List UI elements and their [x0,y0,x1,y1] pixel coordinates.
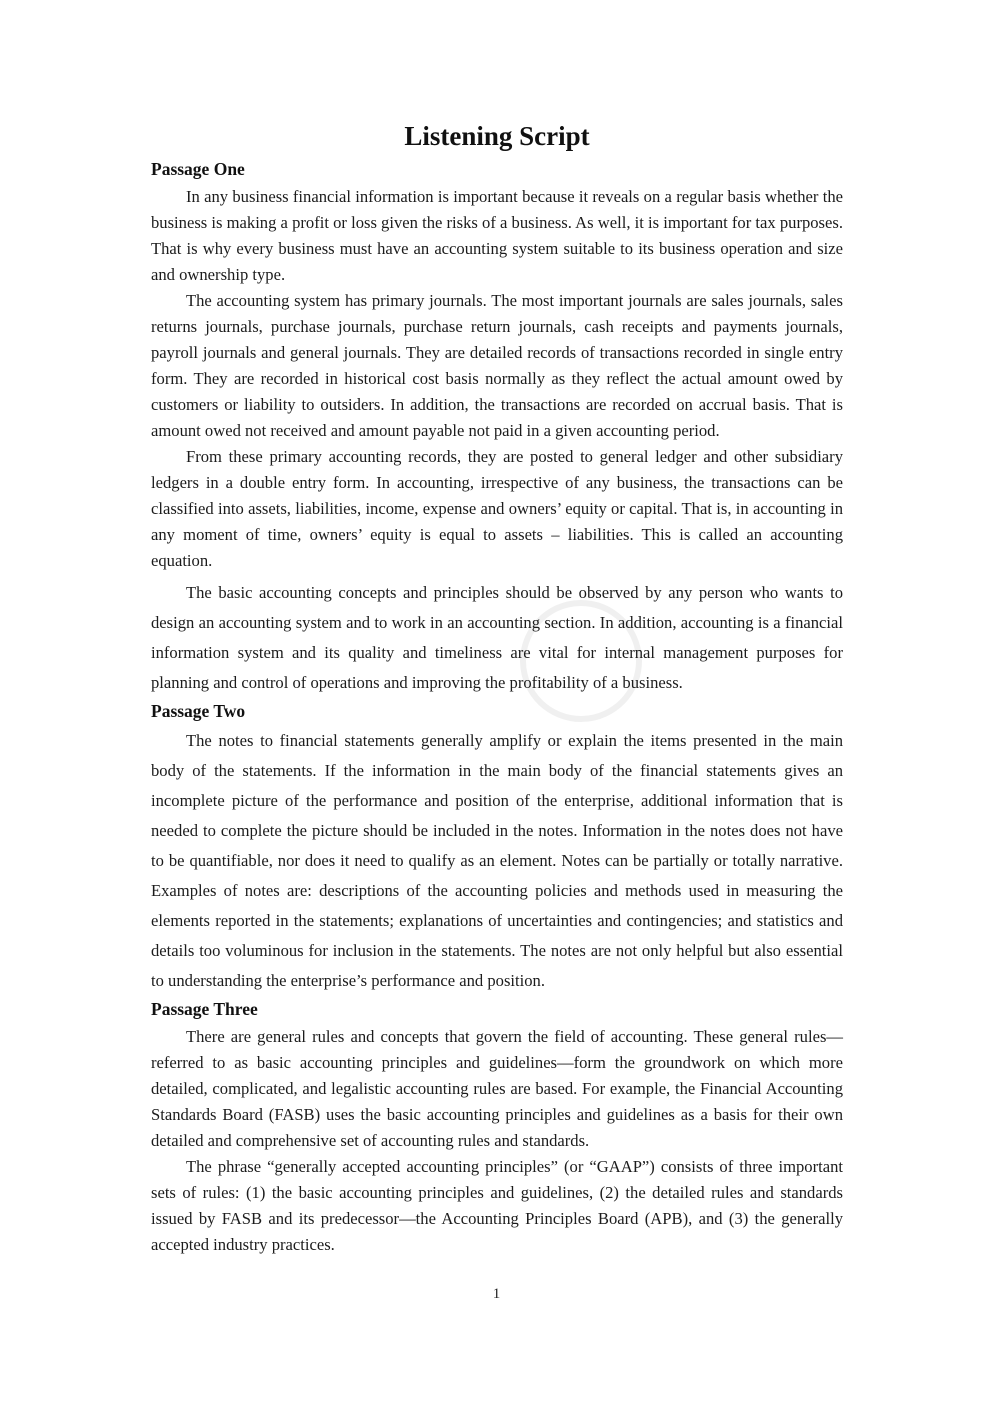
paragraph: The accounting system has primary journals. The most important journals are sales journals, sales returns journals, purchase journals, purchase return journals, cash receipts and payments journals, payroll journals and general journals. They are detailed records of transactions recorded in single entry form. They are recorded in historical cost basis normally as they reflect the actual amount owed by customers or liability to outsiders. In addition, the transactions are recorded on accrual basis. That is amount owed not received and amount payable not paid in a given accounting period. [151,291,843,440]
paragraph: From these primary accounting records, they are posted to general ledger and other subsidiary ledgers in a double entry form. In accounting, irrespective of any business, the transactions can be classified into assets, liabilities, income, expense and owners’ equity or capital. That is, in accounting in any moment of time, owners’ equity is equal to assets – liabilities. This is called an accounting equation. [151,447,843,570]
paragraph: In any business financial information is important because it reveals on a regular basis whether the business is making a profit or loss given the risks of a business. As well, it is important for tax purposes. That is why every business must have an accounting system suitable to its business operation and size and ownership type. [151,187,843,284]
paragraph: There are general rules and concepts that govern the field of accounting. These general rules—referred to as basic accounting principles and guidelines—form the groundwork on which more detailed, complicated, and legalistic accounting rules are based. For example, the Financial Accounting Standards Board (FASB) uses the basic accounting principles and guidelines as a basis for their own detailed and comprehensive set of accounting rules and standards. [151,1027,843,1150]
page-number: 1 [492,1286,501,1302]
passage-heading: Passage Two [151,701,246,721]
document-page [151,118,843,1258]
passage-two [151,700,843,996]
passage-one [151,158,843,698]
paragraph: The notes to financial statements generally amplify or explain the items presented in the main body of the statements. If the information in the main body of the financial statements gives an incomplete picture of the performance and position of the enterprise, additional information that is needed to complete the picture should be included in the notes. Information in the notes does not have to be quantifiable, nor does it need to qualify as an element. Notes can be partially or totally narrative. Examples of notes are: descriptions of the accounting policies and methods used in measuring the elements reported in the statements; explanations of uncertainties and contingencies; and statistics and details too voluminous for inclusion in the statements. The notes are not only helpful but also essential to understanding the enterprise’s performance and position. [151,731,843,990]
passage-three [151,998,843,1258]
page-title: Listening Script [404,121,590,151]
paragraph: The basic accounting concepts and principles should be observed by any person who wants to design an accounting system and to work in an accounting section. In addition, accounting is a financial information system and its quality and timeliness are vital for internal management purposes for planning and control of operations and improving the profitability of a business. [151,583,843,692]
passage-heading: Passage Three [151,999,258,1019]
paragraph: The phrase “generally accepted accounting principles” (or “GAAP”) consists of three important sets of rules: (1) the basic accounting principles and guidelines, (2) the detailed rules and standards issued by FASB and its predecessor—the Accounting Principles Board (APB), and (3) the generally accepted industry practices. [151,1157,843,1254]
passage-heading: Passage One [151,159,245,179]
